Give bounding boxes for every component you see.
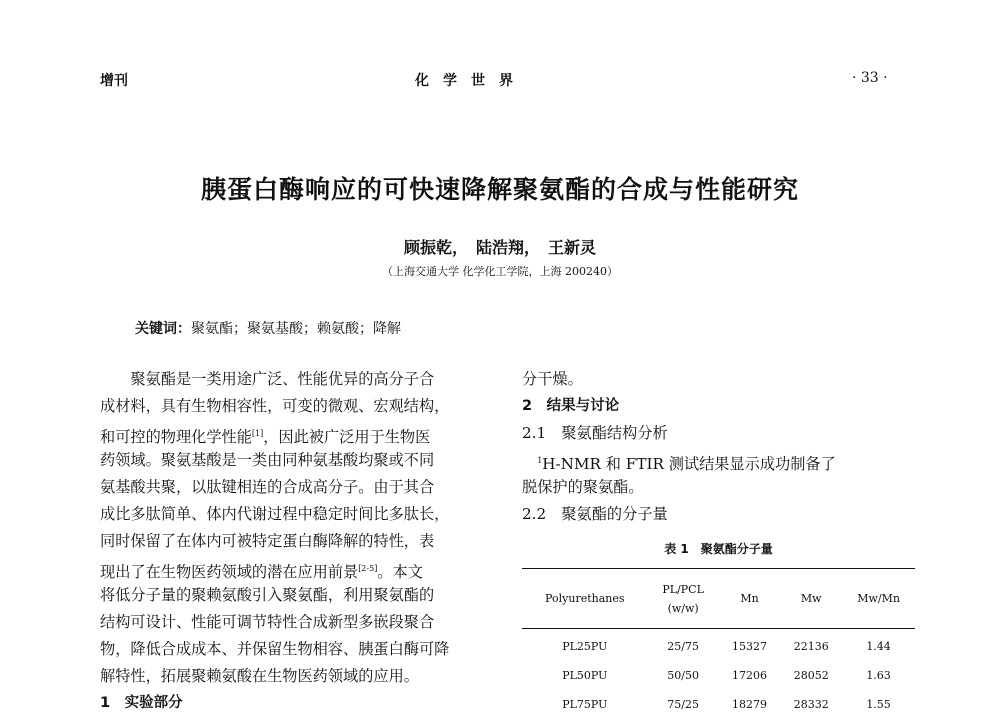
table-cell: 1.44 [866, 640, 891, 653]
body-line: 将低分子量的聚赖氨酸引入聚氨酯，利用聚氨酯的 [100, 586, 435, 604]
col-header-line: PL/PCL [662, 582, 704, 596]
authors: 顾振乾， 陆浩翔， 王新灵 [403, 238, 596, 257]
body-text: 和可控的物理化学性能 [100, 428, 252, 447]
keywords-text: 聚氨酯；聚氨基酸；赖氨酸；降解 [191, 321, 401, 337]
table-cell: 75/25 [667, 698, 699, 711]
molecular-weight-table [522, 568, 915, 719]
body-line: 同时保留了在体内可被特定蛋白酶降解的特性，表 [100, 532, 435, 550]
table-cell: 1.55 [866, 698, 891, 711]
body-line: 药领域。聚氨基酸是一类由同种氨基酸均聚或不同 [100, 451, 435, 469]
table-header-row [522, 569, 915, 629]
table-cell: PL50PU [562, 669, 608, 682]
keywords [135, 318, 401, 338]
page-number: · 33 · [852, 70, 888, 86]
section-heading: 1 实验部分 [100, 695, 183, 711]
body-line: 结构可设计、性能可调节特性合成新型多嵌段聚合 [100, 613, 435, 631]
col-header [648, 569, 719, 629]
table-cell: 50/50 [667, 669, 699, 682]
citation: [2-5] [358, 564, 378, 573]
body-line [100, 420, 495, 447]
table-row [522, 661, 915, 690]
running-header-left: 增刊 [100, 73, 128, 89]
table-cell: 28332 [793, 698, 829, 711]
body-line [522, 447, 922, 474]
table-row [522, 690, 915, 719]
section-heading: 2 结果与讨论 [522, 398, 620, 414]
table-cell: 18279 [732, 698, 768, 711]
table-cell: 25/75 [667, 640, 699, 653]
col-header: Mn [740, 592, 759, 605]
table-cell: PL75PU [562, 698, 608, 711]
col-header: Polyurethanes [545, 592, 625, 605]
col-header: Mw/Mn [857, 592, 900, 605]
subsection-heading: 2.1 聚氨酯结构分析 [522, 424, 668, 442]
table-row [522, 629, 915, 662]
body-line: 分干燥。 [522, 370, 583, 388]
subsection-heading: 2.2 聚氨酯的分子量 [522, 505, 668, 523]
table-cell: 15327 [732, 640, 768, 653]
affiliation: （上海交通大学 化学化工学院，上海 200240） [382, 265, 618, 278]
table-cell: 17206 [732, 669, 768, 682]
table-cell: 1.63 [866, 669, 891, 682]
body-line: 氨基酸共聚，以肽键相连的合成高分子。由于其合 [100, 478, 435, 496]
body-line: 脱保护的聚氨酯。 [522, 478, 644, 496]
body-line: 成材料，具有生物相容性，可变的微观、宏观结构， [100, 397, 450, 415]
body-text: ，因此被广泛用于生物医 [263, 428, 431, 447]
table-cell: 22136 [793, 640, 829, 653]
paper-title: 胰蛋白酶响应的可快速降解聚氨酯的合成与性能研究 [200, 175, 799, 204]
col-header: Mw [800, 592, 822, 605]
body-line: 物，降低合成成本、并保留生物相容、胰蛋白酶可降 [100, 640, 450, 658]
superscript: 1 [537, 456, 543, 465]
table-cell: PL25PU [562, 640, 608, 653]
journal-name: 化 学 世 界 [415, 73, 513, 89]
keywords-label: 关键词： [135, 321, 191, 337]
col-header-line: (w/w) [667, 601, 699, 615]
right-column [522, 366, 922, 528]
table-cell: 28052 [793, 669, 829, 682]
body-line: 成比多肽简单、体内代谢过程中稳定时间比多肽长， [100, 505, 450, 523]
body-line: 聚氨酯是一类用途广泛、性能优异的高分子合 [100, 370, 435, 388]
body-text: 现出了在生物医药领域的潜在应用前景 [100, 563, 359, 582]
body-text: 。本文 [377, 563, 423, 582]
body-line [100, 555, 495, 582]
left-column [100, 366, 495, 717]
body-text: H-NMR 和 FTIR 测试结果显示成功制备了 [542, 455, 836, 474]
citation: [1] [251, 429, 264, 438]
table-caption: 表 1 聚氨酯分子量 [664, 542, 773, 556]
body-line: 解特性，拓展聚赖氨酸在生物医药领域的应用。 [100, 667, 419, 685]
